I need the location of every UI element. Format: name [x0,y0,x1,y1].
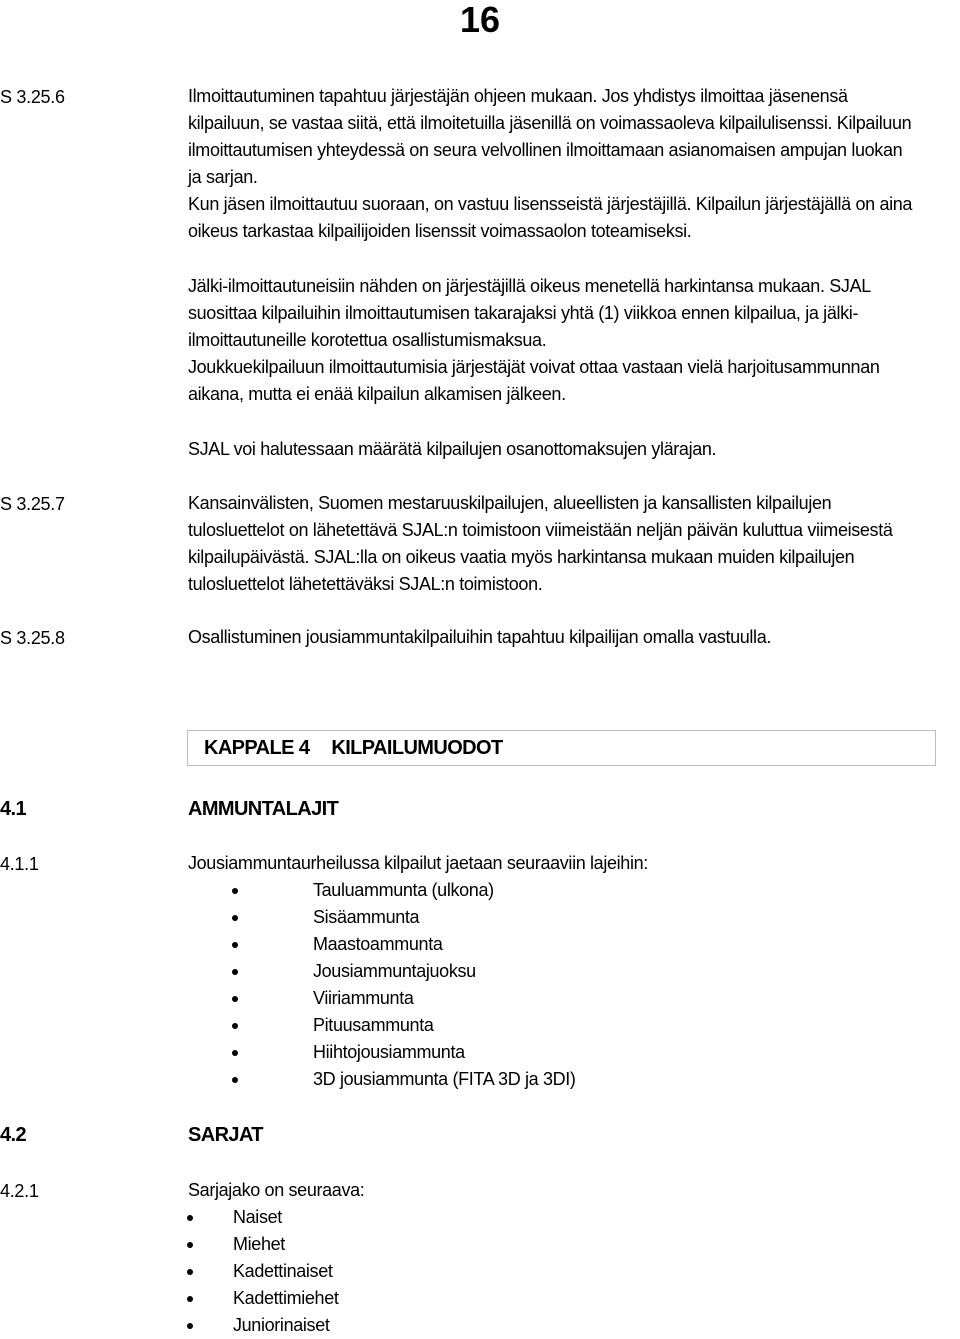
chapter-number: KAPPALE 4 [204,737,310,759]
competition-types-list [232,877,932,1093]
text-line: ilmoittautuneille korotettua osallistumismaksua. [188,330,547,350]
bullet-icon [187,1323,193,1329]
bullet-icon [232,1077,238,1083]
bullet-icon [232,1023,238,1029]
text-line: oikeus tarkastaa kilpailijoiden lisenssit voimassaolon toteamiseksi. [188,221,692,241]
section-s3258-paragraph: Osallistuminen jousiammuntakilpailuihin tapahtuu kilpailijan omalla vastuulla. [188,627,772,647]
text-line: aikana, mutta ei enää kilpailun alkamisen jälkeen. [188,384,566,404]
section-label-s3257: S 3.25.7 [0,494,65,514]
text-line: tulosluettelot on lähetettävä SJAL:n toimistoon viimeistään neljän päivän kuluttua viimeisestä [188,520,893,540]
text-line: suosittaa kilpailuihin ilmoittautumisen takarajaksi yhtä (1) viikkoa ennen kilpailua, ja jälki- [188,303,859,323]
section-label-4-1: 4.1 [0,798,27,820]
text-line: Ilmoittautuminen tapahtuu järjestäjän ohjeen mukaan. Jos yhdistys ilmoittaa jäsenensä [188,86,848,106]
series-list [187,1204,887,1339]
bullet-icon [232,915,238,921]
text-line: kilpailupäivästä. SJAL:lla on oikeus vaatia myös harkintansa mukaan muiden kilpailujen [188,547,855,567]
section-s3256-paragraph-3: SJAL voi halutessaan määrätä kilpailujen osanottomaksujen ylärajan. [188,439,717,459]
section-label-s3256: S 3.25.6 [0,87,65,107]
section-label-4-2-1: 4.2.1 [0,1181,39,1201]
text-line: Kun jäsen ilmoittautuu suoraan, on vastuu lisensseistä järjestäjillä. Kilpailun järjestäjällä on aina [188,194,913,214]
section-title-4-1: AMMUNTALAJIT [188,798,339,820]
list-item: Pituusammunta [232,1012,932,1039]
list-item: Maastoammunta [232,931,932,958]
section-4-1-1-intro: Jousiammuntaurheilussa kilpailut jaetaan seuraaviin lajeihin: [188,853,648,873]
bullet-icon [232,942,238,948]
chapter-heading-box [187,730,936,766]
text-line: kilpailuun, se vastaa siitä, että ilmoitetuilla jäsenillä on voimassaoleva kilpailulisenssi. Kilpailuun [188,113,912,133]
section-title-4-2: SARJAT [188,1124,263,1146]
list-item: Jousiammuntajuoksu [232,958,932,985]
section-s3257-paragraph [188,490,938,598]
section-label-4-2: 4.2 [0,1124,27,1146]
text-line: Kansainvälisten, Suomen mestaruuskilpailujen, alueellisten ja kansallisten kilpailujen [188,493,832,513]
page-number: 16 [459,0,501,40]
list-item: Sisäammunta [232,904,932,931]
section-s3256-paragraph-2 [188,273,938,408]
list-item: Kadettimiehet [187,1285,887,1312]
section-label-4-1-1: 4.1.1 [0,854,39,874]
text-line: Joukkuekilpailuun ilmoittautumisia järjestäjät voivat ottaa vastaan vielä harjoitusammunnan [188,357,880,377]
list-item: Kadettinaiset [187,1258,887,1285]
list-item: Hiihtojousiammunta [232,1039,932,1066]
bullet-icon [232,1050,238,1056]
bullet-icon [187,1242,193,1248]
bullet-icon [232,996,238,1002]
list-item: Naiset [187,1204,887,1231]
list-item: Juniorinaiset [187,1312,887,1339]
list-item: Viiriammunta [232,985,932,1012]
chapter-title: KILPAILUMUODOT [331,737,503,759]
list-item: Tauluammunta (ulkona) [232,877,932,904]
text-line: Jälki-ilmoittautuneisiin nähden on järjestäjillä oikeus menetellä harkintansa mukaan. SJAL [188,276,871,296]
section-label-s3258: S 3.25.8 [0,628,65,648]
list-item: 3D jousiammunta (FITA 3D ja 3DI) [232,1066,932,1093]
list-item: Miehet [187,1231,887,1258]
text-line: ja sarjan. [188,167,258,187]
text-line: ilmoittautumisen yhteydessä on seura velvollinen ilmoittamaan asianomaisen ampujan luokan [188,140,903,160]
bullet-icon [232,969,238,975]
section-4-2-1-intro: Sarjajako on seuraava: [188,1180,365,1200]
bullet-icon [187,1215,193,1221]
bullet-icon [232,888,238,894]
section-s3256-paragraph-1 [188,83,938,245]
text-line: tulosluettelot lähetettäväksi SJAL:n toimistoon. [188,574,543,594]
bullet-icon [187,1296,193,1302]
bullet-icon [187,1269,193,1275]
